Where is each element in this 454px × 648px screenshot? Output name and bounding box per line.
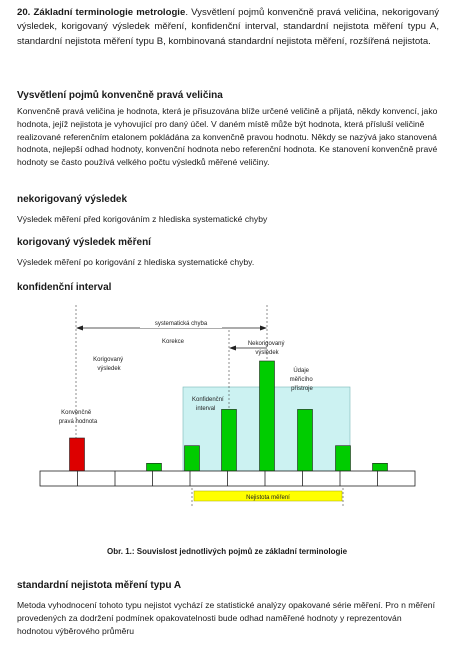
measurement-bar [298,409,313,471]
measurement-bar [373,463,388,471]
reference-value-bar [70,438,85,471]
measurement-bar [185,446,200,471]
section-title-konvencne-prava: Vysvětlení pojmů konvenčně pravá veličina [17,90,223,101]
correction-label: Korekce [161,339,185,345]
systematic-error-label: systematická chyba [154,321,208,327]
measurement-bar [336,446,351,471]
confidence-interval-label: Konfidenční interval [192,397,224,412]
section-title-typ-a: standardní nejistota měření typu A [17,580,182,591]
conventional-true-value-label: Konvenčně pravá hodnota [58,410,98,425]
uncorrected-result-label: Nekorigovaný výsledek [247,341,285,356]
measurement-bar [222,409,237,471]
intro-text: . Vysvětlení pojmů konvenčně pravá veličina, nekorigovaný výsledek, korigovaný výsledek měření, konfidenční interval, standardní nejistota měření typu A, standardní nejistota měření typu B, kombinovaná standardní nejistota měření, rozšířená nejistota. [17,7,440,47]
scale-axis [40,471,415,486]
section-text-typ-a: Metoda vyhodnocení tohoto typu nejistot vychází ze statistické analýzy opakované série měření. Pro n měření provedených za dodržení podmínek opakovatelnosti bude odhad naměřené hodnoty y reprezentován hodnotou výběrového průměru [17,600,435,636]
measurement-bar [147,463,162,471]
uncertainty-label: Nejistota měření [246,495,290,501]
systematic-error-arrowhead-left [76,326,83,331]
instrument-readings-label: Údaje měřicího přístroje [289,368,313,392]
measurement-bar [260,361,275,471]
section-title-konfidencni-interval: konfidenční interval [17,282,112,293]
intro-heading: Základní terminologie metrologie [33,7,186,18]
section-text-konvencne-prava: Konvenčně pravá veličina je hodnota, která je přisuzována blíže určené veličině a přijatá, někdy konvencí, jako hodnota, jejíž nejistota je vyhovující pro daný účel. V daném místě může být hodnota, která přísluší veličině realizované referenčním etalonem pokládána za konvenčně pravou hodnotu. Někdy se nazývá jako stanovená hodnota, nejlepší odhad hodnoty, konvenční hodnota nebo referenční hodnota. Ke stanovení konvenčně pravé hodnoty se často používá velkého počtu výsledků měřené veličiny. [17,106,438,168]
section-title-korigovany: korigovaný výsledek měření [17,237,151,248]
intro-paragraph [17,6,439,49]
corrected-result-label: Korigovaný výsledek [93,357,124,372]
systematic-error-arrowhead-right [260,326,267,331]
section-text-nekorigovany: Výsledek měření před korigováním z hlediska systematické chyby [17,214,268,224]
section-text-korigovany: Výsledek měření po korigování z hlediska systematické chyby. [17,257,255,267]
figure-caption: Obr. 1.: Souvislost jednotlivých pojmů ze základní terminologie [106,547,348,556]
correction-arrowhead [229,346,236,351]
terminology-diagram [0,300,454,545]
intro-number: 20. [17,7,31,18]
section-title-nekorigovany: nekorigovaný výsledek [17,194,128,205]
